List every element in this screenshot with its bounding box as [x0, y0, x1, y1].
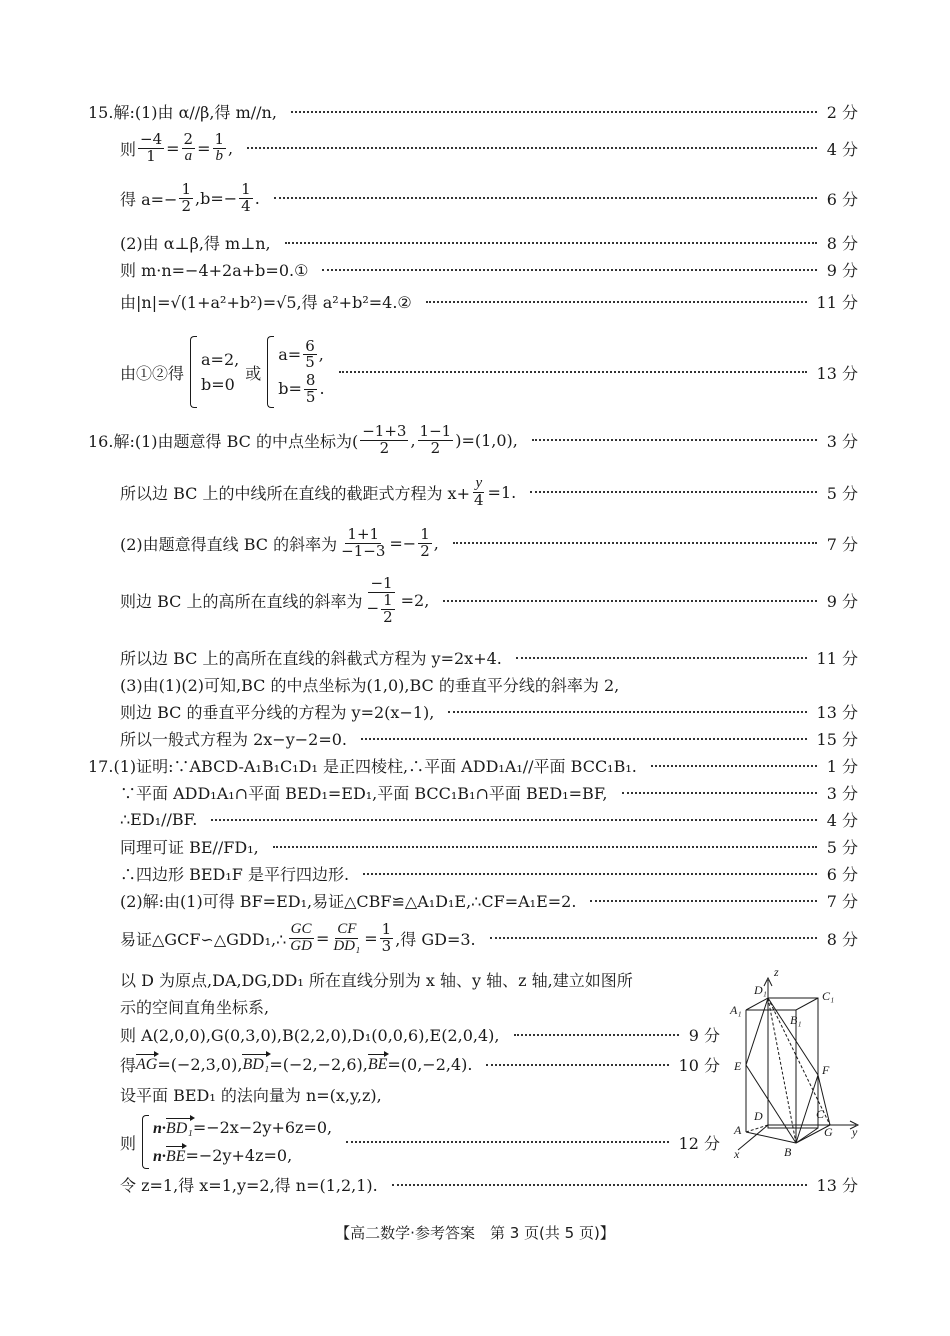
score: 5 分 [826, 838, 858, 857]
label-g: G [824, 1125, 833, 1139]
q17-line-13: 则 n·BD₁=−2x−2y+6z=0, n·BE=−2y+4z=0, 12 分 [120, 1115, 720, 1169]
q16-line-3: (2)由题意得直线 BC 的斜率为 $\frac{1+1}{-1-3}$ =− $\frac{1}{2}$ , 7 分 [120, 525, 858, 560]
fraction: $\frac{2}{a}$ [183, 130, 194, 164]
score: 13 分 [816, 1176, 858, 1195]
q16-line-1: 16.解:(1)由题意得 BC 的中点坐标为( $\frac{-1+3}{2}$ , $\frac{1-1}{2}$ )=(1,0), 3 分 [88, 422, 858, 457]
label-b1: B₁ [790, 1013, 802, 1027]
equation-system: n·BD₁=−2x−2y+6z=0, n·BE=−2y+4z=0, [142, 1115, 332, 1169]
q17-line-8: 以 D 为原点,DA,DG,DD₁ 所在直线分别为 x 轴、y 轴、z 轴,建立如图所 [120, 971, 633, 990]
score: 3 分 [826, 784, 858, 803]
label-d1: D₁ [754, 983, 767, 997]
q17-line-2: ∵平面 ADD₁A₁∩平面 BED₁=ED₁,平面 BCC₁B₁∩平面 BED₁=BF, 3 分 [120, 781, 858, 804]
x-axis [738, 1125, 768, 1150]
prism-figure [728, 960, 868, 1160]
fraction: $\frac{1}{b}$ [214, 130, 225, 164]
equation-system: a= $\frac{6}{5}$ , b= $\frac{8}{5}$ . [267, 336, 324, 408]
equation-system: a=2, b=0 [190, 336, 239, 408]
label-x: x [734, 1147, 740, 1160]
label-c1: C₁ [822, 989, 835, 1003]
fraction: $\frac{1}{4}$ [241, 180, 251, 215]
fraction: $\frac{-4}{1}$ [140, 130, 163, 165]
q16-line-8: 所以一般式方程为 2x−y−2=0. 15 分 [120, 727, 858, 750]
q17-line-4: 同理可证 BE//FD₁, 5 分 [120, 835, 858, 858]
score: 5 分 [826, 483, 858, 503]
score: 11 分 [816, 649, 858, 668]
q17-line-3: ∴ED₁//BF. 4 分 [120, 810, 858, 830]
score: 1 分 [826, 757, 858, 776]
q16-line-6: (3)由(1)(2)可知,BC 的中点坐标为(1,0),BC 的垂直平分线的斜率为 2, [120, 676, 620, 695]
q17-line-1: 17.(1)证明:∵ABCD-A₁B₁C₁D₁ 是正四棱柱,∴平面 ADD₁A₁//平面 BCC₁B₁. 1 分 [88, 754, 858, 777]
q17-line-10: 则 A(2,0,0),G(0,3,0),B(2,2,0),D₁(0,0,6),E(2,0,4), 9 分 [120, 1023, 720, 1046]
score: 8 分 [826, 234, 858, 253]
label-c: C [816, 1107, 825, 1121]
q16-line-7: 则边 BC 的垂直平分线的方程为 y=2(x−1), 13 分 [120, 700, 858, 723]
score: 7 分 [826, 892, 858, 911]
score: 9 分 [826, 592, 858, 612]
label-a1: A₁ [730, 1003, 742, 1017]
score: 13 分 [816, 703, 858, 722]
score: 15 分 [816, 730, 858, 749]
q15-line-5: 则 m·n=−4+2a+b=0.① 9 分 [120, 258, 858, 281]
q17-line-14: 令 z=1,得 x=1,y=2,得 n=(1,2,1). 13 分 [120, 1173, 858, 1196]
score: 4 分 [826, 139, 858, 159]
score: 6 分 [826, 865, 858, 884]
q17-line-11: 得 AG =(−2,3,0), BD₁ =(−2,−2,6), BE =(0,−2,4). 10 分 [120, 1055, 720, 1075]
label-b: B [784, 1145, 792, 1159]
q15-line-3: 得 a=− $\frac{1}{2}$ ,b=− $\frac{1}{4}$ . 6 分 [120, 180, 858, 215]
score: 11 分 [816, 293, 858, 312]
q16-line-4: 则边 BC 上的高所在直线的斜率为 −1 − $\frac{1}{2}$ =2, 9 分 [120, 574, 858, 626]
q17-line-6: (2)解:由(1)可得 BF=ED₁,易证△CBF≌△A₁D₁E,∴CF=A₁E=2. 7 分 [120, 889, 858, 912]
q17-line-7: 易证△GCF∽△GDD₁,∴ $\frac{GC}{GD}$ = $\frac{CF}{\text{DD₁}}$ = $\frac{1}{3}$ ,得 GD=3. 8 分 [120, 920, 858, 955]
q15-line-6: 由|n|=√(1+a²+b²)=√5,得 a²+b²=4.② 11 分 [120, 290, 858, 313]
q17-line-5: ∴四边形 BED₁F 是平行四边形. 6 分 [120, 862, 858, 885]
label-d: D [754, 1109, 763, 1123]
score: 13 分 [816, 363, 858, 383]
score: 9 分 [826, 261, 858, 280]
score: 7 分 [826, 534, 858, 554]
page-footer: 【高二数学·参考答案 第 3 页(共 5 页)】 [335, 1224, 615, 1242]
edge-ad [746, 1125, 768, 1132]
score: 2 分 [826, 103, 858, 122]
score: 9 分 [688, 1026, 720, 1045]
score: 10 分 [678, 1056, 720, 1075]
q16-line-2: 所以边 BC 上的中线所在直线的截距式方程为 x+ $\frac{y}{4}$ =1. 5 分 [120, 475, 858, 509]
fraction: $\frac{1}{2}$ [181, 180, 191, 215]
label-f: F [822, 1063, 830, 1077]
score: 12 分 [678, 1133, 720, 1153]
q16-line-5: 所以边 BC 上的高所在直线的斜截式方程为 y=2x+4. 11 分 [120, 646, 858, 669]
label-y: y [852, 1125, 858, 1139]
q15-line-4: (2)由 α⊥β,得 m⊥n, 8 分 [120, 231, 858, 254]
label-e: E [734, 1059, 742, 1073]
top-face [746, 998, 818, 1010]
score: 3 分 [826, 431, 858, 451]
q15-line-2: 则 $\frac{-4}{1}$ = $\frac{2}{a}$ = $\frac{1}{b}$ , 4 分 [120, 130, 858, 165]
label-z: z [774, 965, 779, 979]
q15-line-7: 由①②得 a=2, b=0 或 a= $\frac{6}{5}$ , b= $\frac{8}{5}$ . 13 分 [120, 336, 858, 408]
q17-line-9: 示的空间直角坐标系, [120, 998, 270, 1017]
q15-line-1: 15.解:(1)由 α//β,得 m//n, 2 分 [88, 100, 858, 123]
q17-line-12: 设平面 BED₁ 的法向量为 n=(x,y,z), [120, 1086, 382, 1105]
label-a: A [734, 1123, 742, 1137]
score: 4 分 [826, 811, 858, 830]
score: 6 分 [826, 189, 858, 209]
score: 8 分 [826, 929, 858, 949]
